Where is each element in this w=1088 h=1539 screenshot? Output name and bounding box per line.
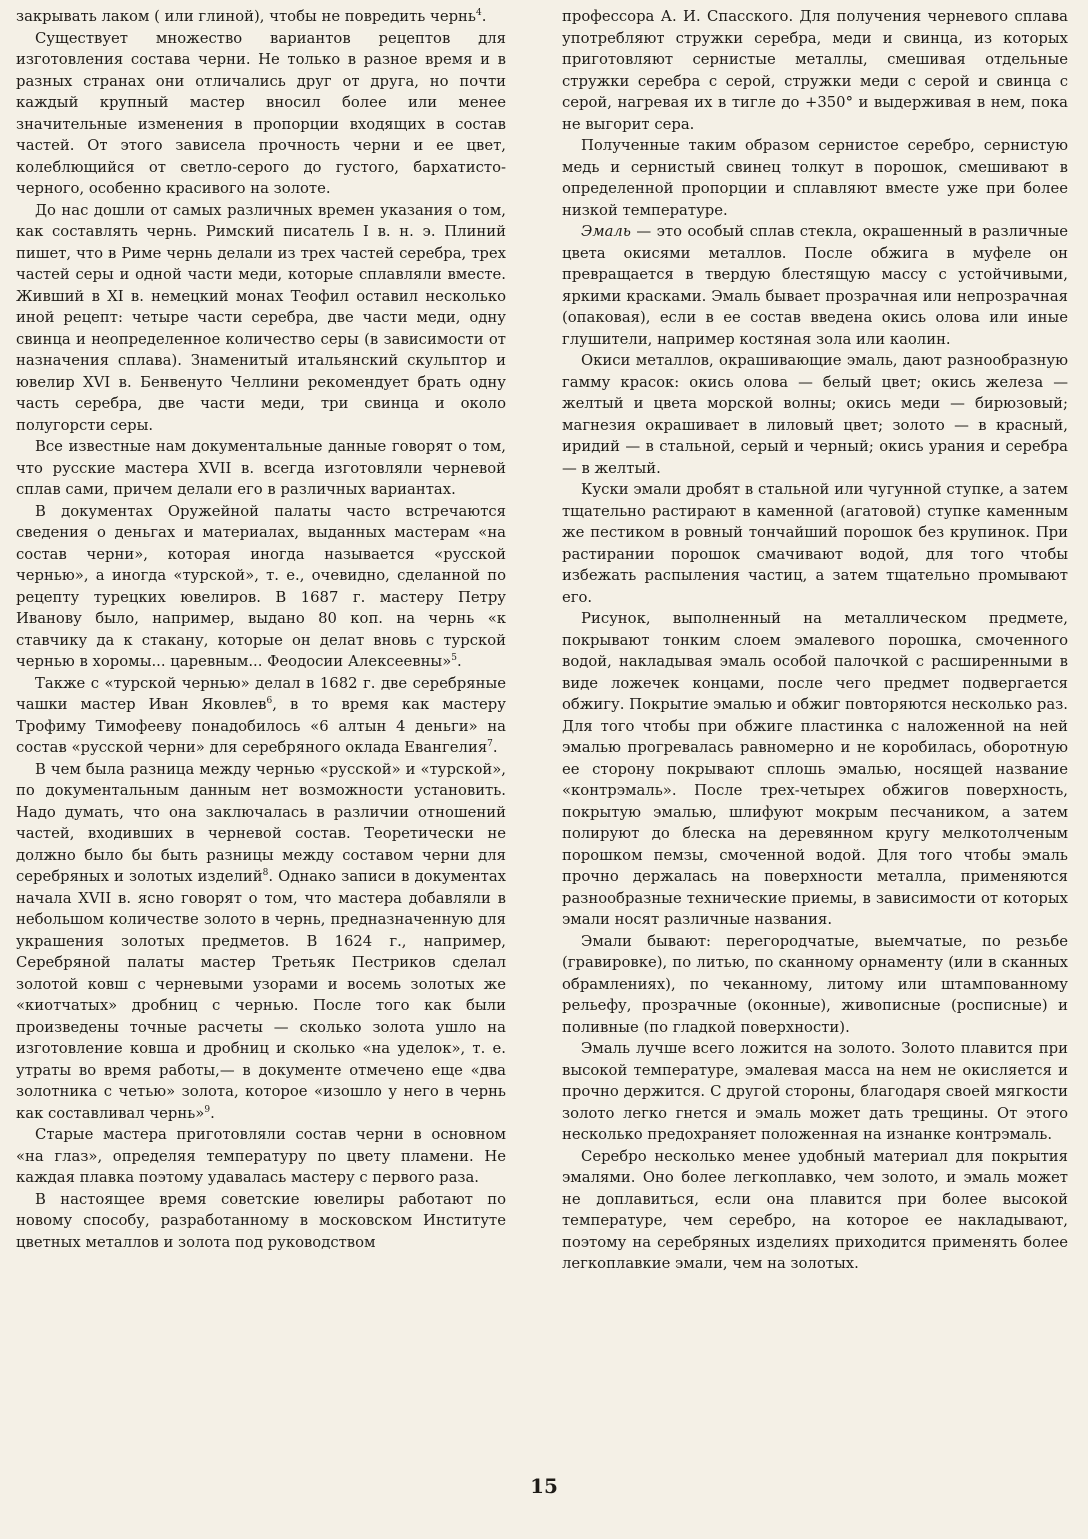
paragraph-continued [16,6,506,28]
paragraph-text: В чем была разница между чернью «русской» и «турской», по документальным данным нет возможности установить. Надо думать, что она заключалась в различии отношений частей, входивших в черневой состав. Теоретически не должно было бы быть разницы между составом черни для серебряных и золотых изделий [16,760,506,885]
paragraph-enamel-on-gold: Эмаль лучше всего ложится на золото. Золото плавится при высокой температуре, эмалевая масса на нем не окисляется и прочно держится. С другой стороны, благодаря своей мягкости золото легко гнется и эмаль может дать трещины. От этого несколько предохраняет положенная на изнанке контрэмаль. [562,1040,1068,1143]
right-text-column [562,6,1068,1275]
footnote-marker: 6 [266,696,273,707]
left-text-column [16,6,506,1253]
paragraph-recipe-variants: Существует множество вариантов рецептов для изготовления состава черни. Не только в разное время и в разных странах они отличались друг от друга, но почти каждый крупный мастер вносил более или менее значительные изменения в пропорции входящих в состав частей. От этого зависела прочность черни и ее цвет, колеблющийся от светло-серого до густого, бархатисто-черного, особенно красивого на золоте. [16,29,506,197]
paragraph-text: Также с «турской чернью» делал в 1682 г. две серебряные чашки мастер Иван Яковлев [16,674,506,713]
paragraph-text: В документах Оружейной палаты часто встречаются сведения о деньгах и материалах, выданных мастерам «на состав черни», которая иногда называется «русской чернью», а иногда «турской», т. е., очевидно, сделанной по рецепту турецких ювелиров. В 1687 г. мастеру Петру Иванову было, например, выдано 80 коп. на чернь «к ставчику да к стакану, которые он делат вновь с турской чернью в хоромы... царевным... Феодосии Алексеевны» [16,502,506,670]
paragraph-russian-masters: Все известные нам документальные данные говорят о том, что русские мастера XVII в. всегда изготовляли черневой сплав сами, причем делали его в различных вариантах. [16,438,506,498]
paragraph-old-masters: Старые мастера приготовляли состав черни в основном «на глаз», определяя температуру по цвету пламени. Не каждая плавка поэтому удавалась мастеру с первого раза. [16,1126,506,1186]
paragraph-metal-oxides: Окиси металлов, окрашивающие эмаль, дают разнообразную гамму красок: окись олова — белый цвет; окись железа — желтый и цвета морской волны; окись меди — бирюзовый; магнезия окрашивает в лиловый цвет; золото — в красный, иридий — в стальной, серый и черный; окись урания и серебра — в желтый. [562,352,1068,477]
paragraph-enamel-on-silver: Серебро несколько менее удобный материал для покрытия эмалями. Оно более легкоплавко, чем золото, и эмаль может не доплавиться, если она плавится при более высокой температуре, чем серебро, на которое ее накладывают, поэтому на серебряных изделиях приходится применять более легкоплавкие эмали, чем на золотых. [562,1147,1068,1272]
term-enamel: Эмаль [581,223,631,240]
paragraph-enamel-definition [562,221,1068,350]
paragraph-armory-documents [16,501,506,673]
paragraph-continued: профессора А. И. Спасского. Для получения черневого сплава употребляют стружки серебра, меди и свинца, из которых приготовляют сернистые металлы, смешивая отдельные стружки серебра с серой, стружки меди с серой и свинца с серой, нагревая их в тигле до +350° и выдерживая в нем, пока не выгорит сера. [562,8,1068,133]
paragraph-text: — это особый сплав стекла, окрашенный в различные цвета окисями металлов. После обжига в муфеле он превращается в твердую блестящую массу с устойчивыми, яркими красками. Эмаль бывает прозрачная или непрозрачная (опаковая), если в ее состав введена окись олова или иные глушители, например костяная зола или каолин. [562,223,1068,348]
paragraph-turkish-niello [16,673,506,759]
paragraph-niello-difference [16,759,506,1125]
paragraph-text: . Однако записи в документах начала XVII в. ясно говорят о том, что мастера добавляли в небольшом количестве золото в чернь, предназначенную для украшения золотых предметов. В 1624 г., например, Серебряной палаты мастер Третьяк Пестриков сделал золотой ковш с черневыми узорами и восемь золотых же «киотчатых» дробниц с чернью. После того как были произведены точные расчеты — сколько золота ушло на изготовление ковша и дробниц и сколько «на уделок», т. е. утраты во время работы,— в документе отмечено еще «два золотника с четью» золота, которое «изошло у него в чернь как составливал чернь» [16,868,507,1122]
paragraph-tail: . [492,739,498,756]
footnote-marker: 4 [475,8,482,19]
paragraph-tail: . [481,8,487,25]
paragraph-text: закрывать лаком ( или глиной), чтобы не повредить чернь [16,8,476,25]
paragraph-soviet-jewelers: В настоящее время советские ювелиры работают по новому способу, разработанному в московском Институте цветных металлов и золота под руководством [16,1190,506,1251]
footnote-marker: 7 [487,739,493,750]
paragraph-tail: . [457,653,462,670]
page-number: 15 [530,1474,558,1498]
paragraph-enamel-firing: Рисунок, выполненный на металлическом предмете, покрывают тонким слоем эмалевого порошка, смоченного водой, накладывая эмаль особой палочкой с расширенными в виде ложечек концами, после чего предмет подвергается обжигу. Покрытие эмалью и обжиг повторяются несколько раз. Для того чтобы при обжиге пластинка с наложенной на ней эмалью прогревалась равномерно и не коробилась, оборотную ее сторону покрывают сплошь эмалью, носящей название «контрэмаль». После трех-четырех обжигов поверхность, покрытую эмалью, шлифуют мокрым песчаником, а затем полируют до блеска на деревянном кругу мелкотолченым порошком пемзы, смоченной водой. Для того чтобы эмаль прочно держалась на поверхности металла, применяются разнообразные технические приемы, в зависимости от которых эмали носят различные названия. [562,610,1068,928]
footnote-marker: 5 [451,653,457,664]
paragraph-tail: . [210,1104,215,1122]
paragraph-sulfide-metals: Полученные таким образом сернистое серебро, сернистую медь и сернистый свинец толкут в порошок, смешивают в определенной пропорции и сплавляют вместе уже при более низкой температуре. [562,137,1068,219]
footnote-marker: 9 [204,1104,211,1115]
paragraph-historical-recipes: До нас дошли от самых различных времен указания о том, как составлять чернь. Римский писатель I в. н. э. Плиний пишет, что в Риме чернь делали из трех частей серебра, трех частей серы и одной части меди, которые сплавляли вместе. Живший в XI в. немецкий монах Теофил оставил несколько иной рецепт: четыре части серебра, две части меди, одну свинца и неопределенное количество серы (в зависимости от назначения сплава). Знаменитый итальянский скульптор и ювелир XVI в. Бенвенуто Челлини рекомендует брать одну часть серебра, две части меди, три свинца и около полугорсти серы. [16,201,506,434]
paragraph-enamel-types: Эмали бывают: перегородчатые, выемчатые, по резьбе (гравировке), по литью, по сканному орнаменту (или в сканных обрамлениях), по чеканному, литому или штампованному рельефу, прозрачные (оконные), живописные (росписные) и поливные (по гладкой поверхности). [562,932,1068,1036]
paragraph-text: , в то время как мастеру Трофиму Тимофееву понадобилось «6 алтын 4 деньги» на состав «русской черни» для серебряного оклада Евангелия [16,696,506,756]
footnote-marker: 8 [262,868,269,879]
paragraph-enamel-grinding: Куски эмали дробят в стальной или чугунной ступке, а затем тщательно растирают в каменной (агатовой) ступке каменным же пестиком в ровный тончайший порошок без крупинок. При растирании порошок смачивают водой, для того чтобы избежать распыления частиц, а затем тщательно промывают его. [562,481,1068,606]
